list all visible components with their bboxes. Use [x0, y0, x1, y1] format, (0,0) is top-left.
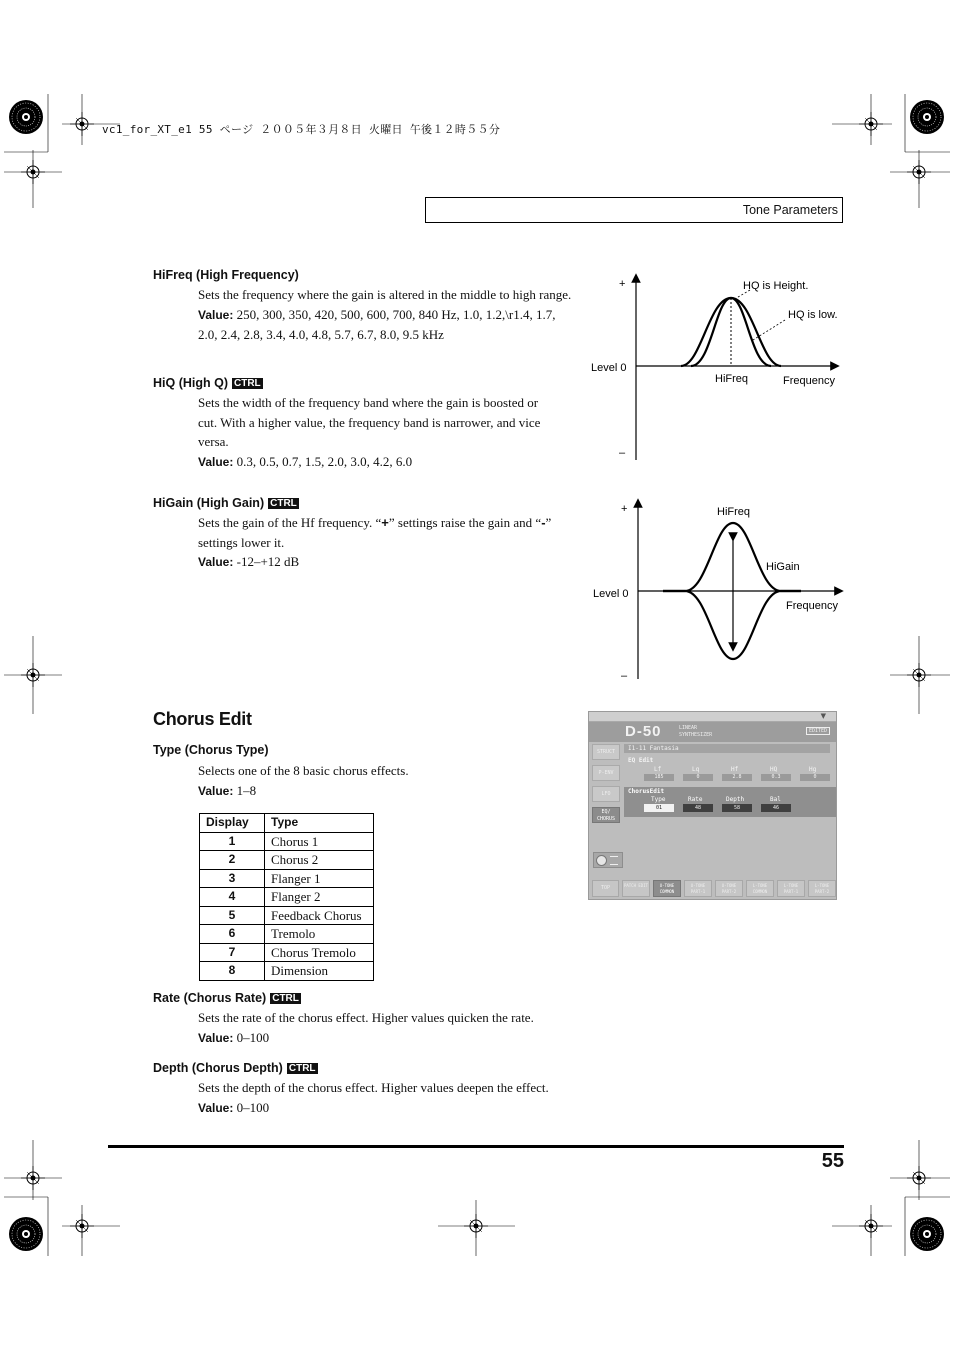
hiq-graph: [585, 270, 845, 465]
higain-desc-a: Sets the gain of the Hf frequency. “: [198, 515, 382, 530]
eq-value-hq[interactable]: 0.3: [761, 774, 791, 781]
hifreq-value-line2: 2.0, 2.4, 2.8, 3.4, 4.0, 4.8, 5.7, 6.7, 8.0, 9.5 kHz: [198, 327, 444, 342]
hifreq-label: HiFreq: [717, 506, 751, 518]
eq-value-hg[interactable]: 0: [800, 774, 830, 781]
display-cell: 1: [200, 832, 265, 851]
hiq-desc-line2: cut. With a higher value, the frequency band is narrower, and vice: [198, 414, 541, 430]
type-cell: Chorus 2: [265, 851, 374, 870]
chorus-edit-panel: [624, 787, 836, 817]
chorus-rate-value-text: 0–100: [236, 1029, 270, 1045]
hifreq-heading: HiFreq (High Frequency): [153, 268, 299, 282]
display-cell: 5: [200, 906, 265, 925]
edited-badge: EDITED: [806, 727, 830, 735]
table-header-row: [200, 814, 374, 833]
plus-label: +: [621, 503, 628, 515]
value-label: Value:: [198, 307, 234, 322]
eq-value-lq[interactable]: 0: [683, 774, 713, 781]
print-header: vc1_for_XT_e1 55 ページ ２００５年３月８日 火曜日 午後１２時５５分: [102, 123, 501, 136]
display-cell: 4: [200, 888, 265, 907]
type-cell: Flanger 1: [265, 869, 374, 888]
chorus-rate-heading: [153, 991, 301, 1005]
value-label: Value:: [198, 555, 234, 569]
hifreq-description: [198, 285, 578, 345]
bottom-tab-utone-part1[interactable]: U-TONE PART-1: [684, 880, 712, 897]
chorus-type-desc: Selects one of the 8 basic chorus effects.: [198, 763, 409, 778]
plus-sign: +: [381, 515, 389, 530]
utility-icons[interactable]: [593, 852, 623, 868]
level0-label: Level 0: [593, 588, 629, 600]
chorus-type-value-text: 1–8: [236, 782, 257, 798]
higain-heading: [153, 496, 299, 510]
side-tabs: [592, 744, 620, 823]
chorus-type-heading: Type (Chorus Type): [153, 743, 269, 757]
chorus-value-depth[interactable]: 58: [722, 804, 752, 812]
eq-label-hg: Hg: [809, 766, 817, 773]
eq-edit-panel: [624, 756, 836, 786]
side-tab-penv[interactable]: P-ENV: [592, 765, 620, 781]
chorus-depth-description: [198, 1078, 593, 1118]
bottom-tab-top[interactable]: TOP: [592, 880, 619, 897]
bottom-tab-patch-edit[interactable]: PATCH EDIT: [622, 880, 650, 897]
value-label: Value:: [198, 1100, 234, 1115]
hq-low-label: HQ is low.: [788, 309, 838, 321]
higain-heading-text: HiGain (High Gain): [153, 496, 265, 510]
value-label: Value:: [198, 1030, 234, 1045]
minus-sign: -: [541, 515, 546, 530]
bottom-tab-ltone-common[interactable]: L-TONE COMMON: [746, 880, 774, 897]
hifreq-value: [198, 305, 578, 326]
type-cell: Dimension: [265, 962, 374, 981]
table-row: [200, 925, 374, 944]
type-cell: Tremolo: [265, 925, 374, 944]
table-row: [200, 943, 374, 962]
hiq-description: [198, 393, 588, 472]
higain-desc-b: ” settings raise the gain and “: [388, 515, 542, 530]
hifreq-value-line1: 250, 300, 350, 420, 500, 600, 700, 840 Hz, 1.0, 1.2,\r1.4, 1.7,: [236, 306, 556, 322]
higain-desc-c: ” settings lower it.: [198, 515, 552, 550]
bottom-tab-utone-common[interactable]: U-TONE COMMON: [653, 880, 681, 897]
level0-label: Level 0: [591, 362, 627, 374]
type-column-header: Type: [265, 814, 374, 833]
chorus-type-value: [198, 781, 578, 802]
chevron-down-icon[interactable]: ▼: [820, 712, 826, 720]
chorus-depth-heading: [153, 1061, 318, 1075]
higain-graph: [585, 497, 845, 682]
side-tab-eq-chorus[interactable]: EQ/ CHORUS: [592, 807, 620, 823]
chorus-rate-desc: Sets the rate of the chorus effect. Higher values quicken the rate.: [198, 1010, 534, 1025]
higain-value-text: -12–+12 dB: [236, 554, 300, 569]
table-row: [200, 888, 374, 907]
higain-label: HiGain: [766, 561, 800, 573]
plus-label: +: [619, 278, 626, 290]
bottom-tabs: [592, 880, 836, 897]
display-column-header: Display: [200, 814, 265, 833]
chorus-depth-heading-text: Depth (Chorus Depth): [153, 1061, 283, 1075]
chorus-rate-description: [198, 1008, 588, 1048]
display-cell: 3: [200, 869, 265, 888]
logo-sub1: LINEAR: [679, 725, 698, 731]
higain-description: [198, 513, 578, 573]
chorus-depth-desc: Sets the depth of the chorus effect. Higher values deepen the effect.: [198, 1080, 549, 1095]
hifreq-label: HiFreq: [715, 373, 749, 385]
table-row: [200, 906, 374, 925]
boost-curve: [663, 523, 801, 591]
chorus-label-type: Type: [651, 796, 666, 803]
hiq-value: [198, 452, 588, 473]
hifreq-desc-text: Sets the frequency where the gain is altered in the middle to high range.: [198, 287, 572, 302]
hiq-desc-line3: versa.: [198, 434, 229, 449]
eq-label-hq: HQ: [770, 766, 778, 773]
ctrl-icon: CTRL: [272, 993, 299, 1004]
d50-logo: D-50: [625, 723, 662, 740]
display-cell: 6: [200, 925, 265, 944]
higain-desc-line: [198, 513, 578, 552]
minus-label: –: [619, 447, 626, 459]
chorus-label-rate: Rate: [688, 796, 703, 803]
ctrl-icon: CTRL: [288, 1063, 316, 1074]
table-row: [200, 869, 374, 888]
chorus-depth-value: [198, 1098, 593, 1119]
d50-editor-screenshot: [588, 711, 837, 900]
frequency-label: Frequency: [783, 375, 835, 387]
type-cell: Feedback Chorus: [265, 906, 374, 925]
value-label: Value:: [198, 783, 234, 798]
logo-sub2: SYNTHESIZER: [679, 732, 713, 738]
table-row: [200, 962, 374, 981]
chorus-label-bal: Bal: [770, 796, 781, 803]
table-row: [200, 832, 374, 851]
page-number: 55: [821, 1150, 844, 1172]
chorus-value-type[interactable]: 01: [644, 804, 674, 812]
bottom-tab-utone-part2[interactable]: U-TONE PART-2: [715, 880, 743, 897]
chorus-type-table: [199, 813, 374, 981]
bottom-tab-ltone-part1[interactable]: L-TONE PART-1: [777, 880, 805, 897]
chorus-type-description: [198, 761, 578, 801]
chorus-depth-value-text: 0–100: [236, 1099, 270, 1115]
type-cell: Chorus Tremolo: [265, 943, 374, 962]
chorus-value-bal[interactable]: 46: [761, 804, 791, 812]
chorus-edit-panel-title: ChorusEdit: [628, 788, 665, 795]
minus-label: –: [621, 670, 628, 682]
hiq-value-text: 0.3, 0.5, 0.7, 1.5, 2.0, 3.0, 4.2, 6.0: [236, 453, 413, 469]
hiq-desc-line1: Sets the width of the frequency band where the gain is boosted or: [198, 395, 539, 410]
footer-rule: [108, 1145, 844, 1148]
hq-height-label: HQ is Height.: [743, 280, 809, 292]
chorus-label-depth: Depth: [726, 796, 745, 803]
value-label: Value:: [198, 454, 234, 469]
chorus-value-rate[interactable]: 48: [683, 804, 713, 812]
logo-bar: [589, 722, 836, 742]
hiq-heading: [153, 376, 263, 390]
patch-name: I1-11 Fantasia: [624, 744, 830, 753]
chorus-rate-value: [198, 1028, 588, 1049]
ctrl-icon: CTRL: [270, 498, 297, 509]
side-tab-struct[interactable]: STRUCT: [592, 744, 620, 760]
running-header-text: Tone Parameters: [742, 203, 838, 217]
hq-low-leader: [753, 320, 785, 340]
type-cell: Chorus 1: [265, 832, 374, 851]
editor-top-bar: [589, 712, 836, 722]
knob-icon: [596, 855, 607, 866]
eq-label-lq: Lq: [692, 766, 700, 773]
list-icon: [610, 856, 618, 865]
eq-label-hf: Hf: [731, 766, 739, 773]
table-row: [200, 851, 374, 870]
eq-value-hf[interactable]: 2.8: [722, 774, 752, 781]
ctrl-icon: CTRL: [234, 378, 261, 389]
eq-edit-title: EQ Edit: [628, 757, 654, 764]
eq-value-lf[interactable]: 185: [644, 774, 674, 781]
eq-label-lf: Lf: [654, 766, 662, 773]
type-cell: Flanger 2: [265, 888, 374, 907]
bottom-tab-ltone-part2[interactable]: L-TONE PART-2: [808, 880, 836, 897]
chorus-rate-heading-text: Rate (Chorus Rate): [153, 991, 267, 1005]
hiq-heading-text: HiQ (High Q): [153, 376, 228, 390]
side-tab-lfo[interactable]: LFO: [592, 786, 620, 802]
higain-value: [198, 552, 578, 573]
running-header: [425, 197, 843, 223]
display-cell: 7: [200, 943, 265, 962]
chorus-edit-title: Chorus Edit: [153, 709, 252, 729]
frequency-label: Frequency: [786, 600, 838, 612]
cut-curve: [663, 591, 801, 659]
display-cell: 2: [200, 851, 265, 870]
display-cell: 8: [200, 962, 265, 981]
